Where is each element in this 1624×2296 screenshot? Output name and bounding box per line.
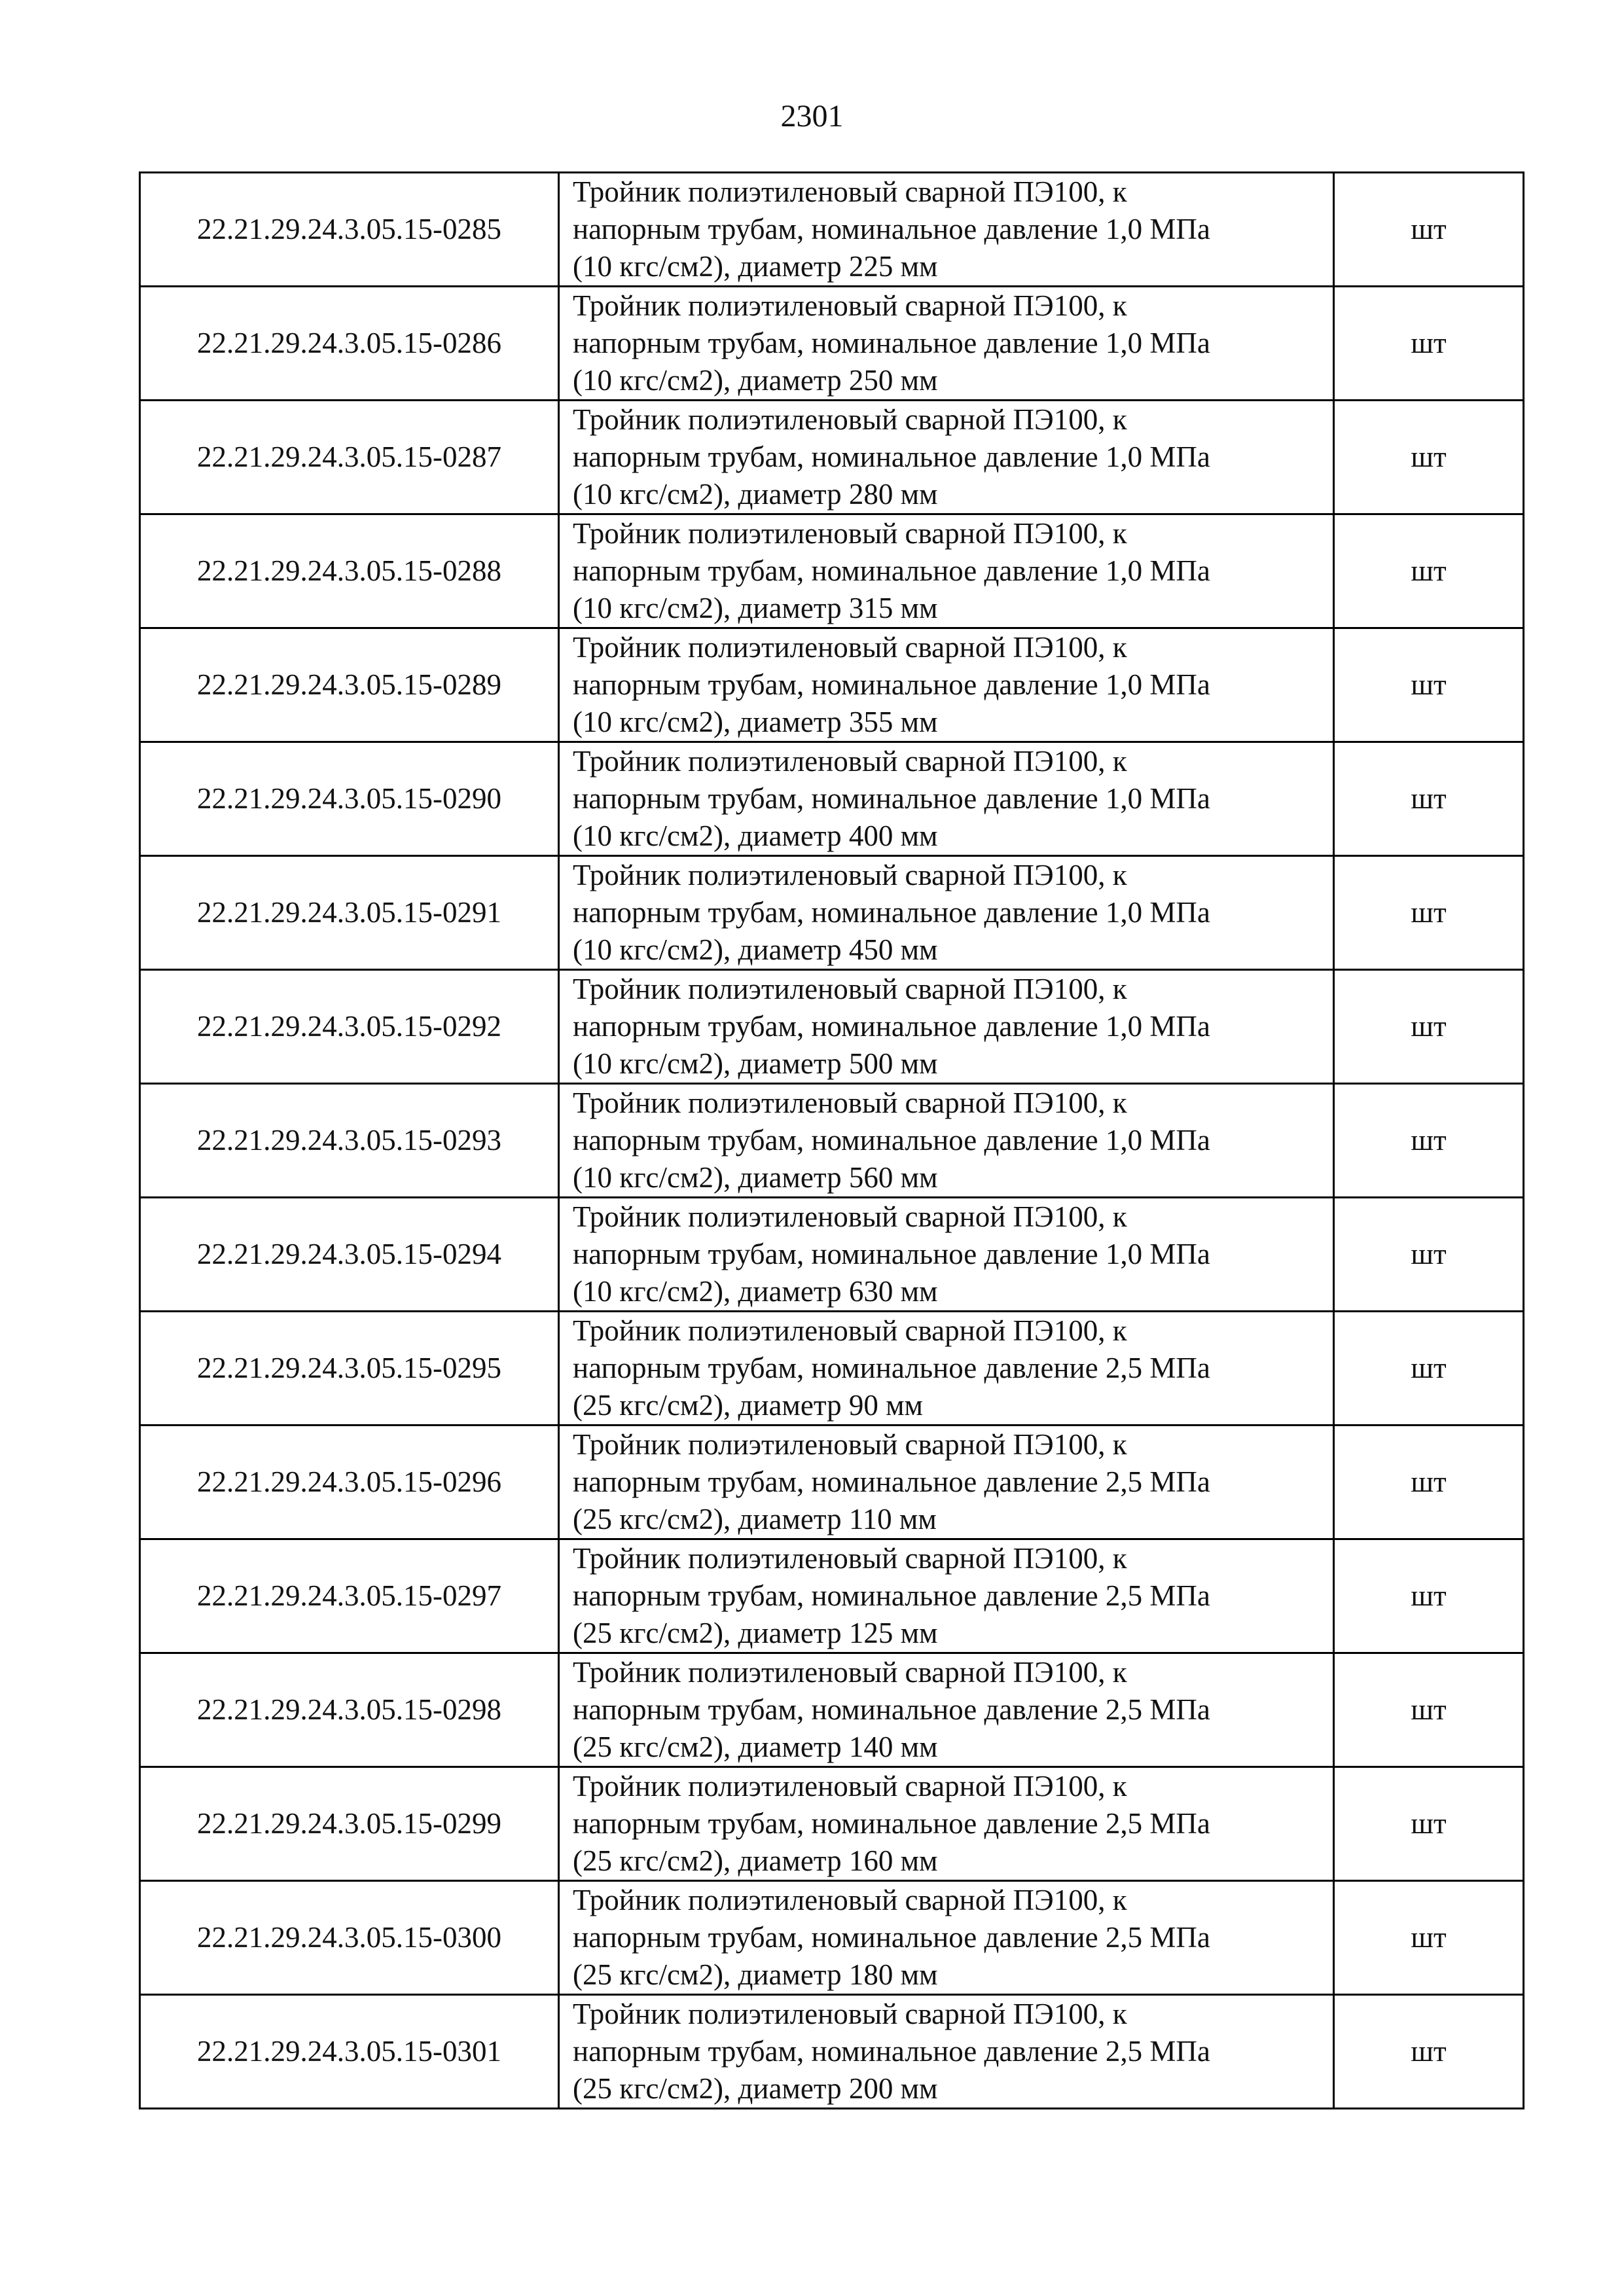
table-row — [140, 1426, 1524, 1539]
item-description-line: Тройник полиэтиленовый сварной ПЭ100, к — [573, 1314, 1127, 1347]
item-description-line: Тройник полиэтиленовый сварной ПЭ100, к — [573, 1542, 1127, 1575]
item-code-cell: 22.21.29.24.3.05.15-0292 — [140, 970, 559, 1084]
item-unit-cell: шт — [1334, 742, 1524, 856]
item-unit-cell: шт — [1334, 1198, 1524, 1312]
item-unit-cell: шт — [1334, 514, 1524, 628]
item-description-line: Тройник полиэтиленовый сварной ПЭ100, к — [573, 1428, 1127, 1461]
item-code-cell: 22.21.29.24.3.05.15-0300 — [140, 1881, 559, 1995]
item-description-line: Тройник полиэтиленовый сварной ПЭ100, к — [573, 1770, 1127, 1803]
item-code-cell: 22.21.29.24.3.05.15-0291 — [140, 856, 559, 970]
item-description-cell — [559, 628, 1334, 742]
item-description-line: (25 кгс/см2), диаметр 125 мм — [573, 1617, 938, 1649]
item-unit-cell: шт — [1334, 1767, 1524, 1881]
item-code-cell: 22.21.29.24.3.05.15-0286 — [140, 287, 559, 401]
item-description-line: (10 кгс/см2), диаметр 560 мм — [573, 1161, 938, 1194]
item-description-cell — [559, 742, 1334, 856]
item-description-line: (25 кгс/см2), диаметр 200 мм — [573, 2072, 938, 2105]
item-description-line: напорным трубам, номинальное давление 2,5 МПа — [573, 2035, 1210, 2068]
item-description-cell — [559, 1312, 1334, 1426]
item-unit-cell: шт — [1334, 173, 1524, 287]
table-row — [140, 856, 1524, 970]
item-description-line: Тройник полиэтиленовый сварной ПЭ100, к — [573, 1656, 1127, 1689]
page-number: 2301 — [780, 99, 844, 134]
table-row — [140, 1995, 1524, 2109]
item-unit-cell: шт — [1334, 1312, 1524, 1426]
item-description-line: напорным трубам, номинальное давление 1,0 МПа — [573, 1124, 1210, 1157]
item-description-line: напорным трубам, номинальное давление 1,0 МПа — [573, 1010, 1210, 1043]
item-description-cell — [559, 1198, 1334, 1312]
item-description-line: напорным трубам, номинальное давление 1,0 МПа — [573, 896, 1210, 929]
table-row — [140, 1312, 1524, 1426]
item-description-line: напорным трубам, номинальное давление 1,0 МПа — [573, 327, 1210, 359]
item-unit-cell: шт — [1334, 287, 1524, 401]
item-description-cell — [559, 1426, 1334, 1539]
item-description-line: напорным трубам, номинальное давление 2,5 МПа — [573, 1807, 1210, 1840]
item-description-line: Тройник полиэтиленовый сварной ПЭ100, к — [573, 631, 1127, 664]
item-description-cell — [559, 1995, 1334, 2109]
table-row — [140, 514, 1524, 628]
table-row — [140, 1198, 1524, 1312]
item-code-cell: 22.21.29.24.3.05.15-0295 — [140, 1312, 559, 1426]
item-description-line: напорным трубам, номинальное давление 2,5 МПа — [573, 1352, 1210, 1384]
item-description-cell — [559, 1084, 1334, 1198]
item-code-cell: 22.21.29.24.3.05.15-0301 — [140, 1995, 559, 2109]
item-description-line: напорным трубам, номинальное давление 1,0 МПа — [573, 554, 1210, 587]
item-description-line: (10 кгс/см2), диаметр 500 мм — [573, 1047, 938, 1080]
item-code-cell: 22.21.29.24.3.05.15-0294 — [140, 1198, 559, 1312]
item-description-line: Тройник полиэтиленовый сварной ПЭ100, к — [573, 175, 1127, 208]
table-row — [140, 173, 1524, 287]
item-description-line: (25 кгс/см2), диаметр 160 мм — [573, 1844, 938, 1877]
item-description-line: Тройник полиэтиленовый сварной ПЭ100, к — [573, 517, 1127, 550]
item-code-cell: 22.21.29.24.3.05.15-0287 — [140, 401, 559, 514]
item-code-cell: 22.21.29.24.3.05.15-0298 — [140, 1653, 559, 1767]
table-row — [140, 1084, 1524, 1198]
table-row — [140, 742, 1524, 856]
item-description-line: (10 кгс/см2), диаметр 400 мм — [573, 819, 938, 852]
item-description-line: Тройник полиэтиленовый сварной ПЭ100, к — [573, 859, 1127, 891]
catalog-table-body — [140, 173, 1524, 2109]
item-unit-cell: шт — [1334, 1881, 1524, 1995]
item-unit-cell: шт — [1334, 1426, 1524, 1539]
item-description-cell — [559, 173, 1334, 287]
item-code-cell: 22.21.29.24.3.05.15-0288 — [140, 514, 559, 628]
item-description-line: напорным трубам, номинальное давление 1,0 МПа — [573, 1238, 1210, 1270]
item-description-line: Тройник полиэтиленовый сварной ПЭ100, к — [573, 403, 1127, 436]
item-description-cell — [559, 1653, 1334, 1767]
item-description-line: напорным трубам, номинальное давление 2,5 МПа — [573, 1579, 1210, 1612]
table-row — [140, 1653, 1524, 1767]
item-code-cell: 22.21.29.24.3.05.15-0289 — [140, 628, 559, 742]
item-description-cell — [559, 856, 1334, 970]
item-description-line: (25 кгс/см2), диаметр 110 мм — [573, 1503, 937, 1535]
item-unit-cell: шт — [1334, 628, 1524, 742]
table-row — [140, 970, 1524, 1084]
item-unit-cell: шт — [1334, 401, 1524, 514]
item-description-line: напорным трубам, номинальное давление 1,0 МПа — [573, 440, 1210, 473]
item-description-line: Тройник полиэтиленовый сварной ПЭ100, к — [573, 289, 1127, 322]
item-description-line: Тройник полиэтиленовый сварной ПЭ100, к — [573, 1884, 1127, 1916]
item-description-line: (10 кгс/см2), диаметр 355 мм — [573, 706, 938, 738]
table-row — [140, 1539, 1524, 1653]
item-code-cell: 22.21.29.24.3.05.15-0299 — [140, 1767, 559, 1881]
table-row — [140, 287, 1524, 401]
item-description-cell — [559, 970, 1334, 1084]
table-row — [140, 401, 1524, 514]
item-description-line: (10 кгс/см2), диаметр 225 мм — [573, 250, 938, 283]
item-description-cell — [559, 1539, 1334, 1653]
item-description-line: Тройник полиэтиленовый сварной ПЭ100, к — [573, 1086, 1127, 1119]
item-description-line: Тройник полиэтиленовый сварной ПЭ100, к — [573, 973, 1127, 1005]
table-row — [140, 1767, 1524, 1881]
item-description-line: (10 кгс/см2), диаметр 250 мм — [573, 364, 938, 397]
item-description-line: (10 кгс/см2), диаметр 450 мм — [573, 933, 938, 966]
item-code-cell: 22.21.29.24.3.05.15-0293 — [140, 1084, 559, 1198]
table-row — [140, 628, 1524, 742]
item-description-line: напорным трубам, номинальное давление 2,5 МПа — [573, 1921, 1210, 1954]
item-description-line: напорным трубам, номинальное давление 1,0 МПа — [573, 668, 1210, 701]
item-description-line: (10 кгс/см2), диаметр 630 мм — [573, 1275, 938, 1308]
item-unit-cell: шт — [1334, 970, 1524, 1084]
item-description-line: Тройник полиэтиленовый сварной ПЭ100, к — [573, 1200, 1127, 1233]
item-unit-cell: шт — [1334, 1084, 1524, 1198]
item-unit-cell: шт — [1334, 1653, 1524, 1767]
item-description-cell — [559, 1767, 1334, 1881]
item-code-cell: 22.21.29.24.3.05.15-0297 — [140, 1539, 559, 1653]
item-description-line: Тройник полиэтиленовый сварной ПЭ100, к — [573, 1998, 1127, 2030]
item-description-line: напорным трубам, номинальное давление 1,0 МПа — [573, 213, 1210, 245]
item-description-line: (25 кгс/см2), диаметр 140 мм — [573, 1731, 938, 1763]
item-code-cell: 22.21.29.24.3.05.15-0285 — [140, 173, 559, 287]
item-unit-cell: шт — [1334, 1995, 1524, 2109]
item-code-cell: 22.21.29.24.3.05.15-0296 — [140, 1426, 559, 1539]
item-description-line: (10 кгс/см2), диаметр 315 мм — [573, 592, 938, 624]
item-description-line: (10 кгс/см2), диаметр 280 мм — [573, 478, 938, 511]
item-description-cell — [559, 514, 1334, 628]
item-description-cell — [559, 1881, 1334, 1995]
item-unit-cell: шт — [1334, 1539, 1524, 1653]
item-code-cell: 22.21.29.24.3.05.15-0290 — [140, 742, 559, 856]
catalog-table — [139, 171, 1525, 2109]
item-description-line: (25 кгс/см2), диаметр 180 мм — [573, 1958, 938, 1991]
item-description-line: напорным трубам, номинальное давление 2,5 МПа — [573, 1465, 1210, 1498]
item-unit-cell: шт — [1334, 856, 1524, 970]
item-description-line: напорным трубам, номинальное давление 2,5 МПа — [573, 1693, 1210, 1726]
item-description-line: напорным трубам, номинальное давление 1,0 МПа — [573, 782, 1210, 815]
item-description-cell — [559, 401, 1334, 514]
item-description-line: Тройник полиэтиленовый сварной ПЭ100, к — [573, 745, 1127, 778]
item-description-cell — [559, 287, 1334, 401]
item-description-line: (25 кгс/см2), диаметр 90 мм — [573, 1389, 924, 1422]
table-row — [140, 1881, 1524, 1995]
